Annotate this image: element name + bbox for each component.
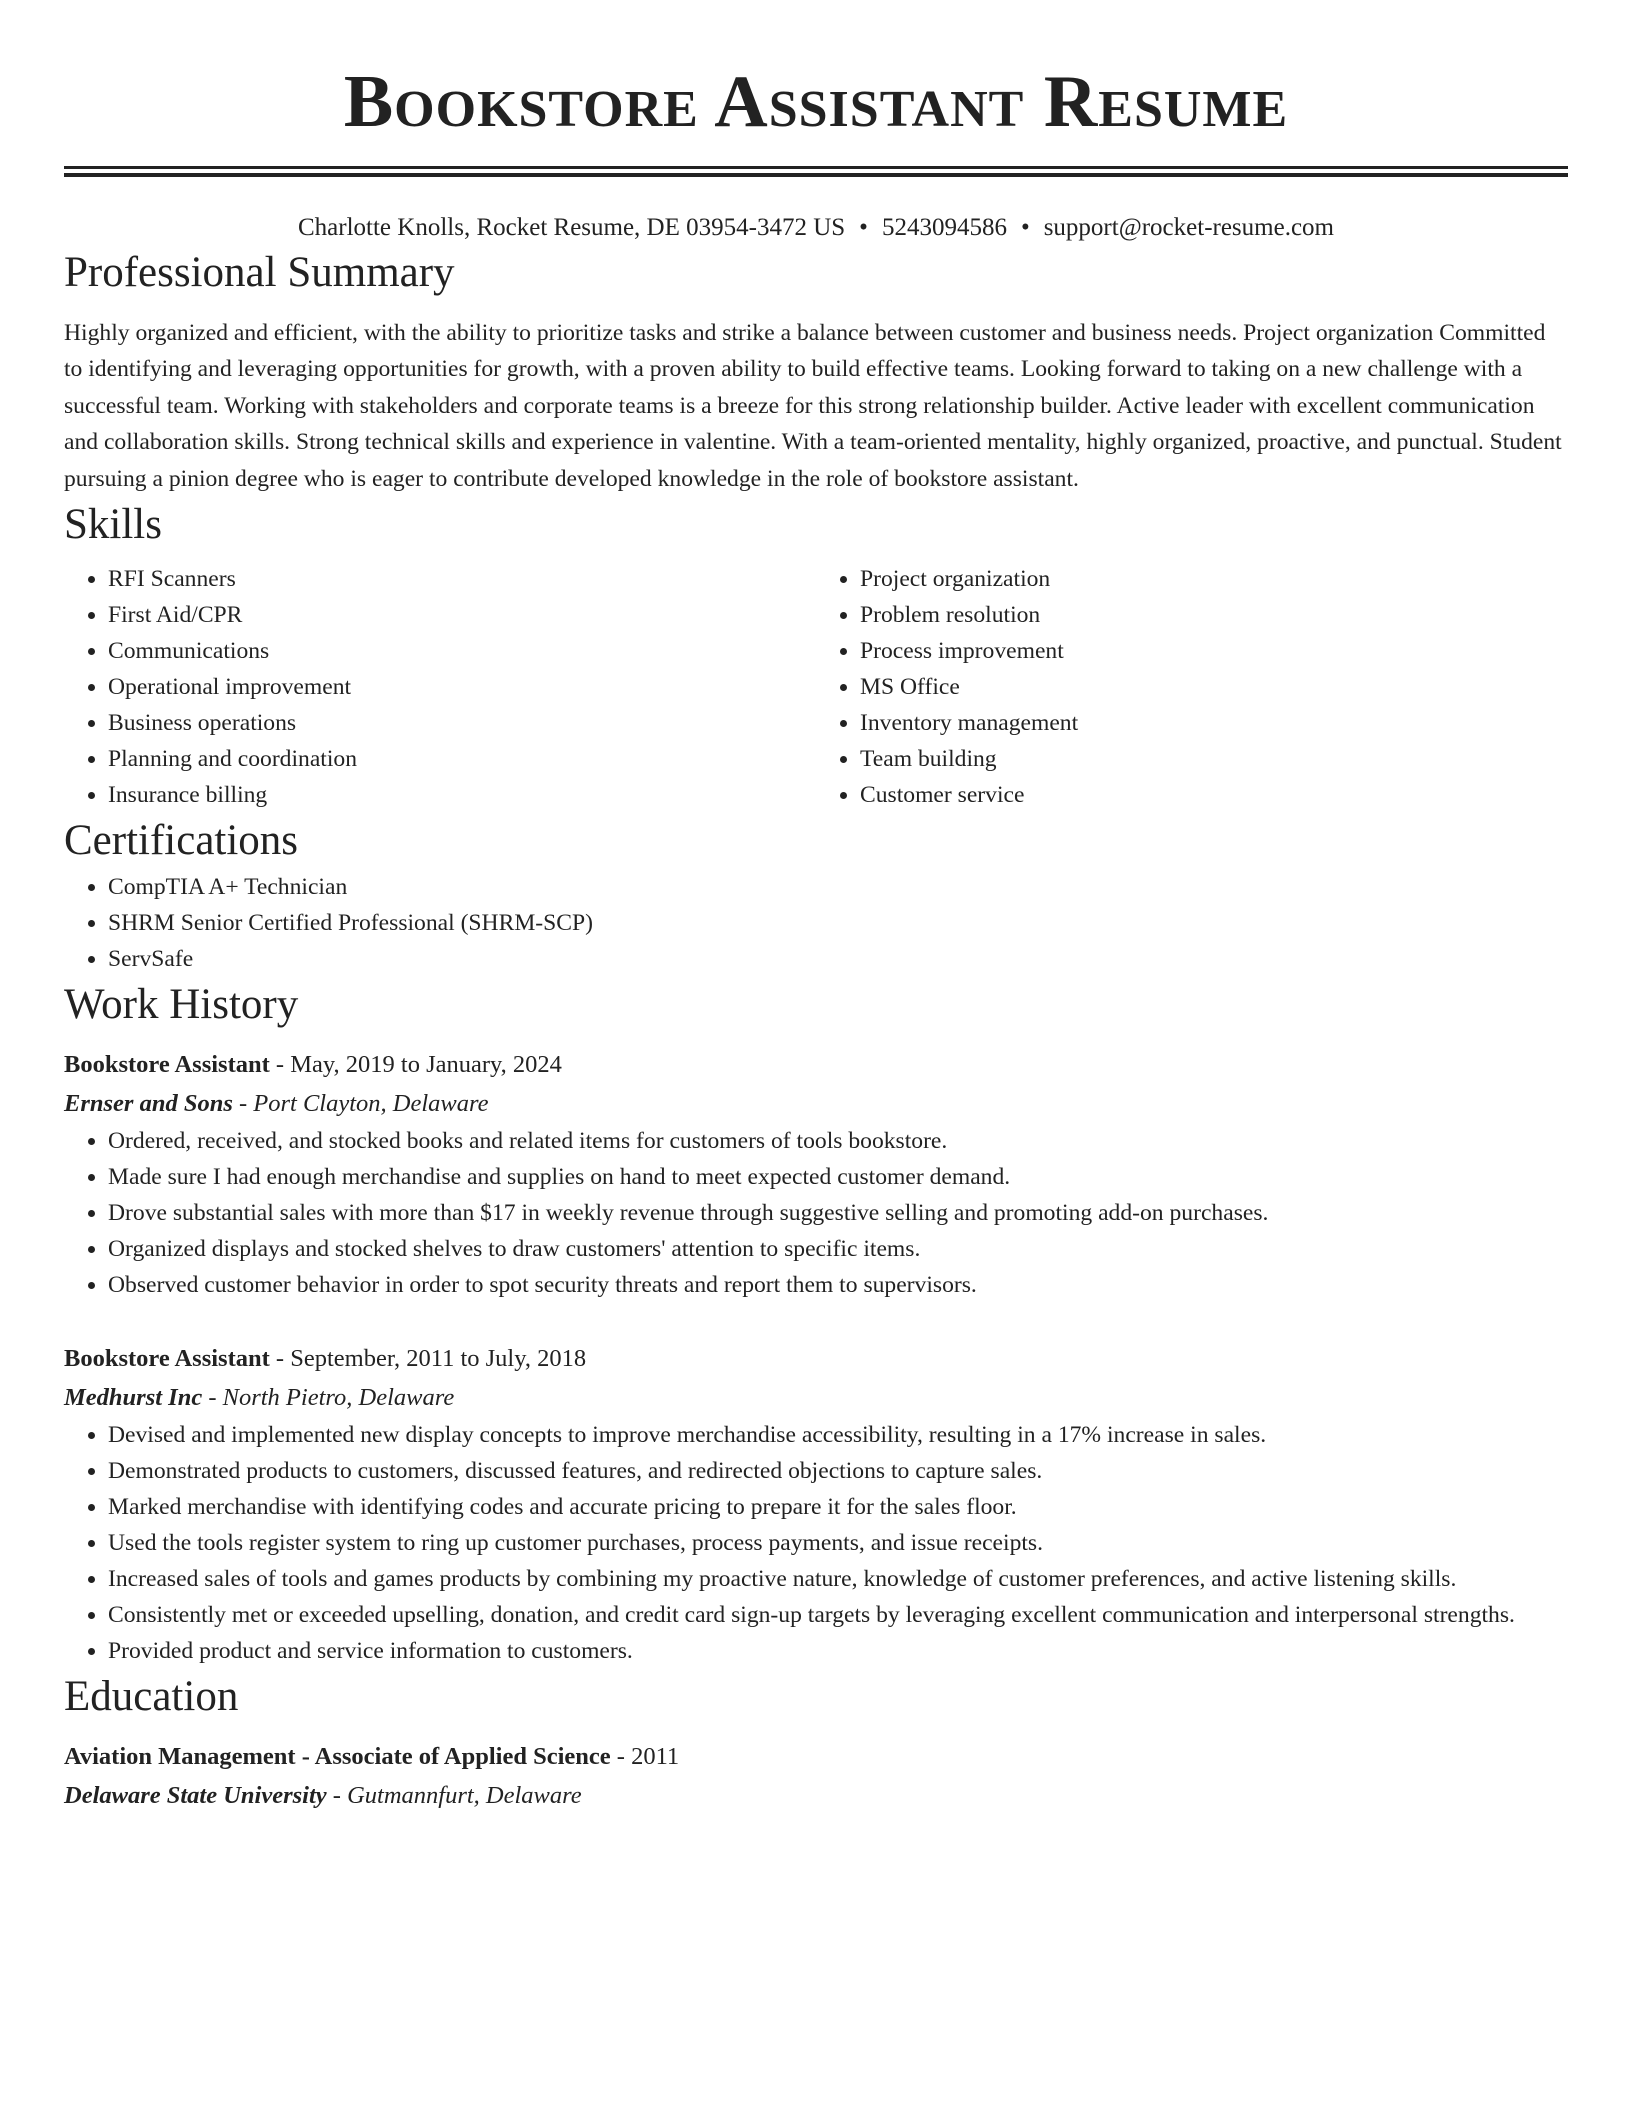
contact-email: support@rocket-resume.com [1043,214,1334,241]
skill-item: • First Aid/CPR [108,597,816,633]
education-school-line [64,1776,1568,1815]
job-bullet: • Observed customer behavior in order to spot security threats and report them to supervisors. [108,1267,1568,1303]
contact-phone: 5243094586 [881,214,1007,241]
education-degree: Aviation Management - Associate of Applied Science [64,1743,611,1771]
job-bullet: • Consistently met or exceeded upselling, donation, and credit card sign-up targets by leveraging excellent communication and interpersonal strengths. [108,1597,1568,1633]
contact-line [64,211,1568,245]
job-bullets [64,1417,1568,1669]
job-company: Ernser and Sons [64,1090,233,1118]
skill-item: • Insurance billing [108,777,816,813]
certifications-heading: Certifications [64,817,299,865]
job-title-line [64,1339,1568,1378]
job-dates: - September, 2011 to July, 2018 [269,1345,587,1373]
job-entry [64,1339,1568,1669]
job-bullet: • Made sure I had enough merchandise and supplies on hand to meet expected customer demand. [108,1159,1568,1195]
job-title: Bookstore Assistant [64,1051,270,1079]
contact-separator: • [859,214,868,241]
certification-item: • CompTIA A+ Technician [108,869,1568,905]
skills-list-right [816,561,1568,813]
skill-item: • MS Office [860,669,1568,705]
skill-item: • Business operations [108,705,816,741]
job-location: - North Pietro, Delaware [202,1384,455,1412]
job-bullet: • Devised and implemented new display concepts to improve merchandise accessibility, resulting in a 17% increase in sales. [108,1417,1568,1453]
skill-item: • Team building [860,741,1568,777]
education-degree-line [64,1737,1568,1776]
job-title-line [64,1045,1568,1084]
contact-address: Charlotte Knolls, Rocket Resume, DE 03954-3472 US [298,214,846,241]
skills-heading: Skills [64,501,162,549]
skill-item: • Communications [108,633,816,669]
job-company-line [64,1378,1568,1417]
contact-separator: • [1020,214,1030,241]
job-company: Medhurst Inc [64,1384,203,1412]
summary-heading: Professional Summary [64,249,455,296]
job-entry [64,1045,1568,1303]
work-history-heading: Work History [64,981,299,1029]
skill-item: • RFI Scanners [108,561,816,597]
skill-item: • Operational improvement [108,669,816,705]
certification-item: • ServSafe [108,941,1568,977]
summary-text: Highly organized and efficient, with the ability to prioritize tasks and strike a balance between customer and business needs. Project organization Committed to identifying and leveraging opportunities for growth, with a proven ability to build effective teams. Looking forward to taking on a new challenge with a successful team. Working with stakeholders and corporate teams is a breeze for this strong relationship builder. Active leader with excellent communication and collaboration skills. Strong technical skills and experience in valentine. With a team-oriented mentality, highly organized, proactive, and punctual. Student pursuing a pinion degree who is eager to contribute developed knowledge in the role of bookstore assistant. [64,320,1562,492]
job-title: Bookstore Assistant [64,1345,270,1373]
job-bullet: • Ordered, received, and stocked books and related items for customers of tools bookstore. [108,1123,1568,1159]
job-bullets [64,1123,1568,1303]
job-location: - Port Clayton, Delaware [232,1090,489,1118]
education-entry [64,1737,1568,1815]
job-bullet: • Drove substantial sales with more than $17 in weekly revenue through suggestive selling and promoting add-on purchases. [108,1195,1568,1231]
job-bullet: • Increased sales of tools and games products by combining my proactive nature, knowledge of customer preferences, and active listening skills. [108,1561,1568,1597]
education-school: Delaware State University [64,1782,327,1810]
certification-item: • SHRM Senior Certified Professional (SHRM-SCP) [108,905,1568,941]
title-divider [64,166,1568,177]
job-dates: - May, 2019 to January, 2024 [269,1051,562,1079]
job-bullet: • Used the tools register system to ring up customer purchases, process payments, and issue receipts. [108,1525,1568,1561]
skill-item: • Inventory management [860,705,1568,741]
skill-item: • Project organization [860,561,1568,597]
job-bullet: • Provided product and service information to customers. [108,1633,1568,1669]
education-location: - Gutmannfurt, Delaware [326,1782,582,1810]
skill-item: • Problem resolution [860,597,1568,633]
skills-list-left [64,561,816,813]
skills-columns [64,561,1568,813]
job-bullet: • Organized displays and stocked shelves to draw customers' attention to specific items. [108,1231,1568,1267]
certifications-list [64,869,1568,977]
education-year: - 2011 [610,1743,680,1771]
education-heading: Education [64,1673,239,1721]
skill-item: • Customer service [860,777,1568,813]
job-bullet: • Demonstrated products to customers, discussed features, and redirected objections to capture sales. [108,1453,1568,1489]
resume-title: Bookstore Assistant Resume [343,61,1289,143]
skill-item: • Planning and coordination [108,741,816,777]
job-company-line [64,1084,1568,1123]
job-bullet: • Marked merchandise with identifying codes and accurate pricing to prepare it for the sales floor. [108,1489,1568,1525]
skill-item: • Process improvement [860,633,1568,669]
